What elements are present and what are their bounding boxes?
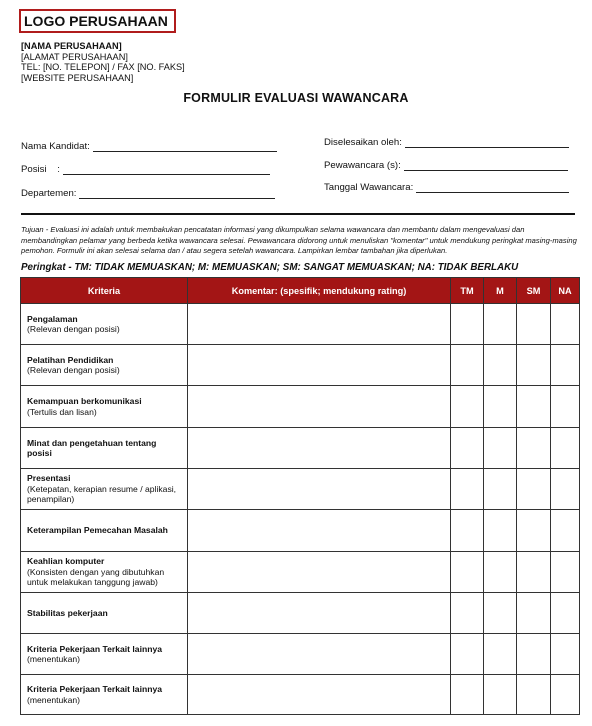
comment-cell[interactable] bbox=[188, 386, 451, 428]
na-cell[interactable] bbox=[551, 510, 580, 552]
sm-cell[interactable] bbox=[517, 634, 551, 675]
criteria-title: Presentasi bbox=[27, 473, 71, 484]
comment-cell[interactable] bbox=[188, 345, 451, 386]
department-label: Departemen: bbox=[21, 188, 77, 199]
criteria-subtitle: (Relevan dengan posisi) bbox=[27, 324, 120, 334]
tm-cell[interactable] bbox=[451, 675, 484, 715]
na-cell[interactable] bbox=[551, 469, 580, 510]
department-input-line[interactable] bbox=[79, 197, 275, 199]
tm-cell[interactable] bbox=[451, 593, 484, 634]
position-input-line[interactable] bbox=[63, 173, 270, 175]
sm-cell[interactable] bbox=[517, 510, 551, 552]
na-cell[interactable] bbox=[551, 634, 580, 675]
interviewer-input-line[interactable] bbox=[404, 169, 568, 171]
header-m: M bbox=[484, 278, 517, 304]
criteria-title: Keterampilan Pemecahan Masalah bbox=[27, 525, 168, 536]
company-logo: LOGO PERUSAHAAN bbox=[19, 9, 176, 33]
criteria-subtitle: (Konsisten dengan yang dibutuhkan untuk melakukan tanggung jawab) bbox=[27, 566, 165, 588]
comment-cell[interactable] bbox=[188, 634, 451, 675]
candidate-input-line[interactable] bbox=[93, 150, 277, 152]
purpose-text: Tujuan - Evaluasi ini adalah untuk membakukan pencatatan informasi yang dikumpulkan selama wawancara dan membantu dalam mengevaluasi dan membandingkan pelamar yang berbeda ketika wawancara selesai. Pewawancara didorong untuk menuliskan "komentar" untuk mendukung peringkat masing-masing pemohon. Formulir ini akan selesai selama dan / atau segera setelah wawancara. Lampirkan lembar tambahan jika diperlukan. bbox=[21, 225, 577, 255]
criteria-title: Stabilitas pekerjaan bbox=[27, 607, 108, 618]
divider-rule bbox=[21, 213, 575, 215]
criteria-cell bbox=[21, 634, 188, 675]
criteria-cell bbox=[21, 386, 188, 428]
header-comments: Komentar: (spesifik; mendukung rating) bbox=[188, 278, 451, 304]
tm-cell[interactable] bbox=[451, 345, 484, 386]
table-row bbox=[21, 428, 580, 469]
completed-by-input-line[interactable] bbox=[405, 146, 569, 148]
na-cell[interactable] bbox=[551, 675, 580, 715]
company-address: [ALAMAT PERUSAHAAN] bbox=[21, 51, 128, 62]
candidate-label: Nama Kandidat: bbox=[21, 141, 90, 152]
criteria-title: Kriteria Pekerjaan Terkait lainnya bbox=[27, 684, 163, 695]
table-row bbox=[21, 469, 580, 510]
header-tm: TM bbox=[451, 278, 484, 304]
table-row bbox=[21, 510, 580, 552]
tm-cell[interactable] bbox=[451, 386, 484, 428]
evaluation-table bbox=[20, 277, 580, 715]
header-criteria: Kriteria bbox=[21, 278, 188, 304]
criteria-subtitle: (Ketepatan, kerapian resume / aplikasi, penampilan) bbox=[27, 483, 177, 505]
header-sm: SM bbox=[517, 278, 551, 304]
table-header-row bbox=[21, 278, 580, 304]
table-row bbox=[21, 675, 580, 715]
sm-cell[interactable] bbox=[517, 593, 551, 634]
criteria-subtitle: (Relevan dengan posisi) bbox=[27, 365, 120, 375]
m-cell[interactable] bbox=[484, 304, 517, 345]
comment-cell[interactable] bbox=[188, 675, 451, 715]
tm-cell[interactable] bbox=[451, 634, 484, 675]
comment-cell[interactable] bbox=[188, 593, 451, 634]
interview-date-field[interactable] bbox=[324, 182, 569, 193]
completed-by-field[interactable] bbox=[324, 137, 569, 148]
header-na: NA bbox=[551, 278, 580, 304]
na-cell[interactable] bbox=[551, 593, 580, 634]
comment-cell[interactable] bbox=[188, 428, 451, 469]
table-row bbox=[21, 552, 580, 593]
criteria-title: Kemampuan berkomunikasi bbox=[27, 396, 142, 407]
criteria-title: Minat dan pengetahuan tentang posisi bbox=[27, 437, 157, 458]
m-cell[interactable] bbox=[484, 345, 517, 386]
interviewer-field[interactable] bbox=[324, 160, 568, 171]
na-cell[interactable] bbox=[551, 386, 580, 428]
criteria-cell bbox=[21, 428, 188, 469]
table-row bbox=[21, 593, 580, 634]
na-cell[interactable] bbox=[551, 552, 580, 593]
m-cell[interactable] bbox=[484, 634, 517, 675]
criteria-cell bbox=[21, 469, 188, 510]
m-cell[interactable] bbox=[484, 675, 517, 715]
sm-cell[interactable] bbox=[517, 428, 551, 469]
table-row bbox=[21, 386, 580, 428]
m-cell[interactable] bbox=[484, 510, 517, 552]
department-field[interactable] bbox=[21, 188, 275, 199]
position-field[interactable] bbox=[21, 164, 270, 175]
table-row bbox=[21, 634, 580, 675]
criteria-cell bbox=[21, 593, 188, 634]
na-cell[interactable] bbox=[551, 428, 580, 469]
position-label: Posisi : bbox=[21, 164, 60, 175]
tm-cell[interactable] bbox=[451, 304, 484, 345]
criteria-cell bbox=[21, 552, 188, 593]
criteria-cell bbox=[21, 304, 188, 345]
interview-date-label: Tanggal Wawancara: bbox=[324, 182, 414, 193]
criteria-title: Kriteria Pekerjaan Terkait lainnya bbox=[27, 643, 163, 654]
company-phone-fax: TEL: [NO. TELEPON] / FAX [NO. FAKS] bbox=[21, 62, 185, 73]
comment-cell[interactable] bbox=[188, 510, 451, 552]
completed-by-label: Diselesaikan oleh: bbox=[324, 137, 402, 148]
m-cell[interactable] bbox=[484, 552, 517, 593]
tm-cell[interactable] bbox=[451, 469, 484, 510]
m-cell[interactable] bbox=[484, 593, 517, 634]
comment-cell[interactable] bbox=[188, 469, 451, 510]
criteria-cell bbox=[21, 345, 188, 386]
m-cell[interactable] bbox=[484, 469, 517, 510]
criteria-subtitle: (menentukan) bbox=[27, 654, 81, 664]
criteria-title: Pelatihan Pendidikan bbox=[27, 354, 114, 365]
company-website: [WEBSITE PERUSAHAAN] bbox=[21, 72, 134, 83]
tm-cell[interactable] bbox=[451, 428, 484, 469]
company-name: [NAMA PERUSAHAAN] bbox=[21, 41, 122, 51]
m-cell[interactable] bbox=[484, 428, 517, 469]
form-title: FORMULIR EVALUASI WAWANCARA bbox=[183, 91, 409, 105]
table-row bbox=[21, 304, 580, 345]
comment-cell[interactable] bbox=[188, 552, 451, 593]
sm-cell[interactable] bbox=[517, 304, 551, 345]
sm-cell[interactable] bbox=[517, 345, 551, 386]
criteria-title: Keahlian komputer bbox=[27, 556, 105, 567]
sm-cell[interactable] bbox=[517, 386, 551, 428]
criteria-cell bbox=[21, 675, 188, 715]
criteria-subtitle: (menentukan) bbox=[27, 694, 81, 705]
criteria-cell bbox=[21, 510, 188, 552]
sm-cell[interactable] bbox=[517, 675, 551, 715]
candidate-field[interactable] bbox=[21, 141, 277, 152]
na-cell[interactable] bbox=[551, 304, 580, 345]
na-cell[interactable] bbox=[551, 345, 580, 386]
table-row bbox=[21, 345, 580, 386]
m-cell[interactable] bbox=[484, 386, 517, 428]
interview-date-input-line[interactable] bbox=[416, 191, 569, 193]
sm-cell[interactable] bbox=[517, 552, 551, 593]
tm-cell[interactable] bbox=[451, 552, 484, 593]
comment-cell[interactable] bbox=[188, 304, 451, 345]
sm-cell[interactable] bbox=[517, 469, 551, 510]
criteria-title: Pengalaman bbox=[27, 313, 78, 324]
interviewer-label: Pewawancara (s): bbox=[324, 160, 401, 171]
tm-cell[interactable] bbox=[451, 510, 484, 552]
company-info bbox=[21, 41, 185, 83]
criteria-subtitle: (Tertulis dan lisan) bbox=[27, 406, 97, 417]
rating-legend: Peringkat - TM: TIDAK MEMUASKAN; M: MEMUASKAN; SM: SANGAT MEMUASKAN; NA: TIDAK BERLAKU bbox=[21, 262, 519, 273]
